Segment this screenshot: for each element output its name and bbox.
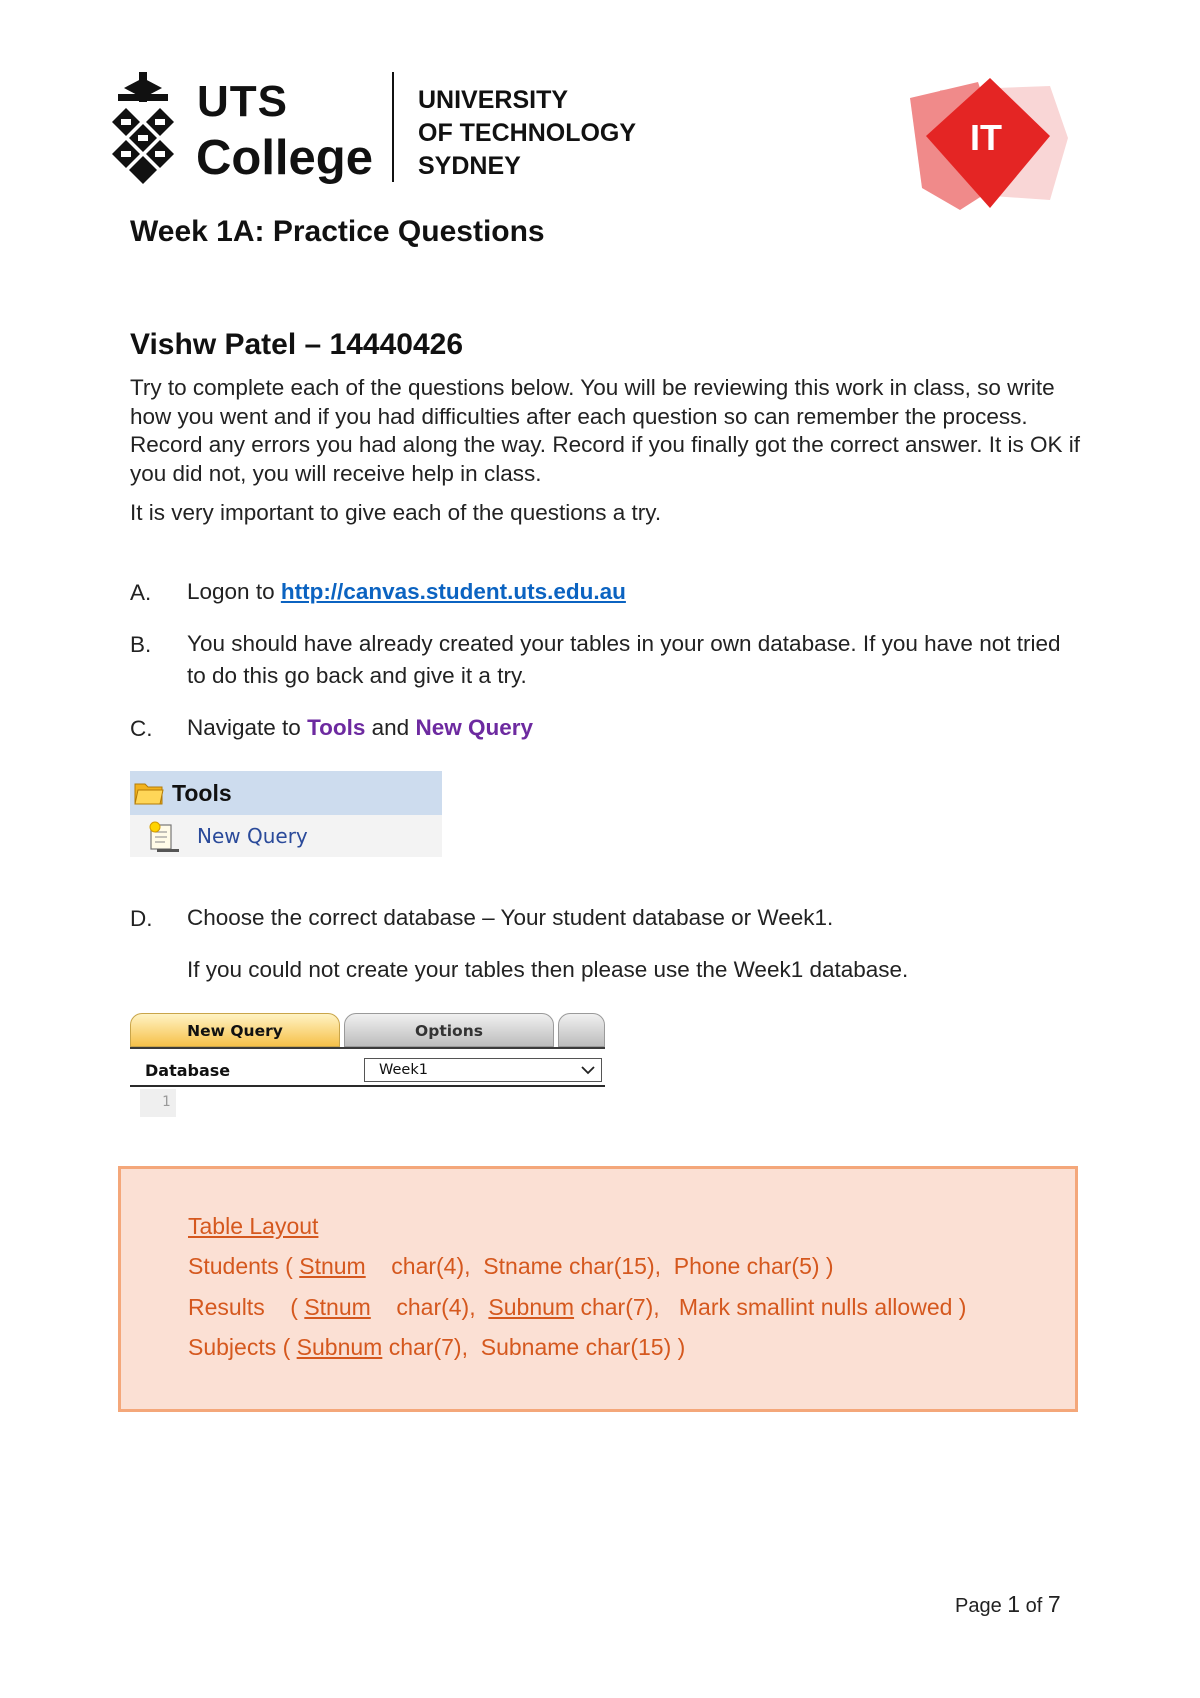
table-layout-heading: Table Layout <box>188 1213 319 1239</box>
university-line-2: OF TECHNOLOGY <box>418 119 637 147</box>
tools-panel <box>130 771 442 857</box>
results-columns-2: char(7), Mark smallint nulls allowed ) <box>574 1294 967 1320</box>
editor-line-number: 1 <box>162 1094 171 1110</box>
database-select-value: Week1 <box>379 1062 428 1078</box>
subjects-columns: char(7), Subname char(15) ) <box>382 1334 686 1360</box>
tools-keyword: Tools <box>307 715 366 740</box>
results-table-name: Results ( <box>188 1294 305 1320</box>
tab-more[interactable] <box>558 1013 605 1047</box>
tools-header[interactable] <box>130 771 442 815</box>
step-b-letter: B. <box>130 632 152 657</box>
logo-divider <box>392 72 394 182</box>
student-heading: Vishw Patel – 14440426 <box>130 328 464 361</box>
step-a-letter: A. <box>130 580 152 605</box>
it-badge-text: IT <box>970 117 1002 158</box>
canvas-link[interactable]: http://canvas.student.uts.edu.au <box>280 579 626 604</box>
new-query-keyword: New Query <box>415 715 533 740</box>
database-underline <box>130 1085 605 1087</box>
database-label: Database <box>145 1061 231 1080</box>
query-panel <box>130 1013 605 1118</box>
table-layout-box <box>118 1166 1078 1412</box>
page-total: 7 <box>1047 1591 1061 1617</box>
subjects-key: Subnum <box>296 1334 383 1360</box>
new-query-menu-item[interactable]: New Query <box>197 824 308 848</box>
step-b-text: You should have already created your tables in your own database. If you have not tried to do this go back and give it a try. <box>187 631 1061 688</box>
step-a-text <box>187 576 1067 608</box>
step-c-letter: C. <box>130 716 153 741</box>
step-c-label-2: and <box>365 715 416 740</box>
new-query-icon <box>147 821 181 853</box>
results-key-2: Subnum <box>488 1294 575 1320</box>
logo-word-uts: UTS <box>197 77 288 126</box>
university-line-3: SYDNEY <box>418 152 521 180</box>
subjects-table-line <box>188 1334 685 1361</box>
students-key: Stnum <box>299 1253 366 1279</box>
it-faculty-logo-icon <box>900 78 1070 218</box>
university-line-1: UNIVERSITY <box>418 86 569 114</box>
folder-icon <box>134 780 164 806</box>
page-word: Page <box>955 1595 1008 1617</box>
of-word: of <box>1020 1595 1048 1617</box>
tools-header-label: Tools <box>172 780 232 806</box>
step-c-text <box>187 712 1067 744</box>
step-d-text: Choose the correct database – Your student database or Week1. <box>187 905 834 930</box>
step-c-label-1: Navigate to <box>187 715 308 740</box>
results-key: Stnum <box>304 1294 371 1320</box>
chevron-down-icon <box>581 1065 595 1075</box>
intro-emphasis: It is very important to give each of the questions a try. <box>130 500 662 525</box>
tab-options[interactable]: Options <box>344 1013 554 1047</box>
subjects-table-name: Subjects ( <box>188 1334 297 1360</box>
results-table-line <box>188 1294 966 1321</box>
step-d-text-2: If you could not create your tables then please use the Week1 database. <box>187 957 909 982</box>
step-d-letter: D. <box>130 906 153 931</box>
results-columns-1: char(4), <box>370 1294 489 1320</box>
page-footer <box>955 1591 1061 1618</box>
students-columns: char(4), Stname char(15), Phone char(5) ) <box>365 1253 834 1279</box>
tab-new-query[interactable]: New Query <box>130 1013 340 1047</box>
page-number: 1 <box>1007 1591 1021 1617</box>
database-select[interactable] <box>364 1058 602 1082</box>
editor-gutter <box>140 1089 176 1117</box>
tab-strip-line <box>130 1047 605 1049</box>
students-table-line <box>188 1253 834 1280</box>
uts-college-logo-icon <box>112 72 174 184</box>
intro-paragraph: Try to complete each of the questions below. You will be reviewing this work in class, so write how you went and if you had difficulties after each question so can remember the process. Record any errors you had along the way. Record if you finally got the correct answer. It is OK if you did not, you will receive help in class. <box>130 375 1081 486</box>
page-title: Week 1A: Practice Questions <box>130 215 545 248</box>
step-a-label: Logon to <box>187 579 281 604</box>
logo-word-college: College <box>196 131 373 185</box>
students-table-name: Students ( <box>188 1253 300 1279</box>
